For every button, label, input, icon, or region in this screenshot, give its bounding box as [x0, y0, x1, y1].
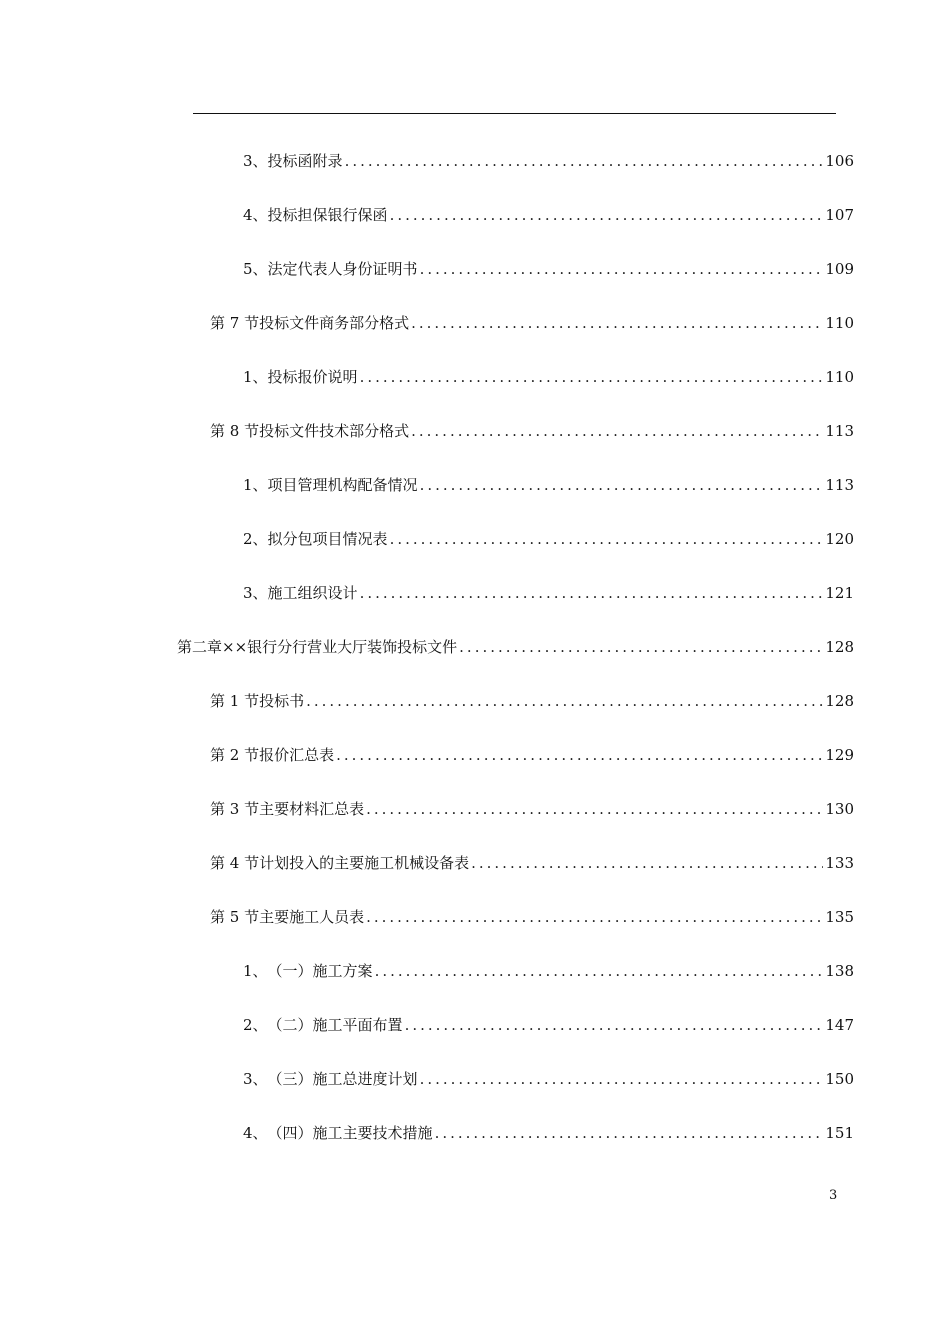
- toc-entry[interactable]: [210, 691, 854, 711]
- toc-entry-page: 110: [825, 314, 854, 332]
- toc-dot-leader: [345, 151, 824, 171]
- toc-entry[interactable]: [243, 1069, 854, 1089]
- toc-entry-number: 3、: [243, 1070, 268, 1088]
- toc-dot-leader: [435, 1123, 824, 1143]
- toc-entry[interactable]: [243, 1015, 854, 1035]
- toc-entry-number: 1、: [243, 368, 268, 386]
- toc-entry[interactable]: [243, 475, 854, 495]
- toc-entry-title: 计划投入的主要施工机械设备表: [259, 854, 470, 872]
- toc-entry-title: 主要施工人员表: [259, 908, 365, 926]
- toc-entry-number: 1、: [243, 962, 268, 980]
- toc-dot-leader: [420, 1069, 824, 1089]
- toc-dot-leader: [375, 961, 824, 981]
- toc-entry-page: 110: [825, 368, 854, 386]
- toc-entry-number: 5、: [243, 260, 268, 278]
- toc-entry[interactable]: [210, 745, 854, 765]
- toc-entry-number: 2、: [243, 530, 268, 548]
- toc-entry[interactable]: [210, 907, 854, 927]
- toc-entry[interactable]: [243, 367, 854, 387]
- toc-entry-page: 151: [825, 1124, 854, 1142]
- toc-entry-number: 第 8 节: [210, 422, 260, 440]
- toc-entry-number: 第 1 节: [210, 692, 260, 710]
- toc-entry-page: 130: [825, 800, 854, 818]
- toc-entry-page: 147: [825, 1016, 854, 1034]
- toc-entry-chapter[interactable]: [177, 637, 854, 657]
- toc-entry-title: 施工组织设计: [267, 584, 358, 602]
- toc-entry-page: 109: [825, 260, 854, 278]
- toc-entry-page: 120: [825, 530, 854, 548]
- toc-entry-page: 106: [825, 152, 854, 170]
- toc-entry-title: 项目管理机构配备情况: [267, 476, 418, 494]
- toc-dot-leader: [366, 907, 823, 927]
- toc-dot-leader: [360, 367, 824, 387]
- toc-entry-page: 135: [825, 908, 854, 926]
- toc-entry[interactable]: [243, 205, 854, 225]
- toc-dot-leader: [411, 421, 823, 441]
- toc-entry-number: 2、: [243, 1016, 268, 1034]
- toc-entry-number: 第 2 节: [210, 746, 260, 764]
- toc-entry-title: （二）施工平面布置: [267, 1016, 403, 1034]
- toc-dot-leader: [471, 853, 823, 873]
- toc-entry-number: 第 7 节: [210, 314, 260, 332]
- toc-entry-page: 121: [825, 584, 854, 602]
- toc-entry-number: 3、: [243, 584, 268, 602]
- toc-dot-leader: [405, 1015, 824, 1035]
- toc-entry[interactable]: [243, 583, 854, 603]
- toc-entry-title: ××银行分行营业大厅装饰投标文件: [222, 638, 458, 656]
- toc-entry-title: 投标文件商务部分格式: [259, 314, 410, 332]
- toc-entry-title: 主要材料汇总表: [259, 800, 365, 818]
- toc-entry-page: 113: [825, 476, 854, 494]
- toc-entry-title: （四）施工主要技术措施: [267, 1124, 433, 1142]
- toc-entry[interactable]: [243, 529, 854, 549]
- toc-dot-leader: [390, 529, 824, 549]
- toc-entry[interactable]: [243, 1123, 854, 1143]
- toc-entry-page: 150: [825, 1070, 854, 1088]
- toc-entry-title: 投标函附录: [267, 152, 343, 170]
- toc-entry-number: 第二章: [177, 638, 223, 656]
- toc-dot-leader: [360, 583, 824, 603]
- toc-dot-leader: [420, 259, 824, 279]
- toc-dot-leader: [420, 475, 824, 495]
- toc-dot-leader: [411, 313, 823, 333]
- toc-entry-page: 113: [825, 422, 854, 440]
- toc-entry-number: 第 5 节: [210, 908, 260, 926]
- toc-entry-title: 拟分包项目情况表: [267, 530, 388, 548]
- toc-entry[interactable]: [210, 853, 854, 873]
- toc-entry-title: （一）施工方案: [267, 962, 373, 980]
- toc-entry-title: 投标担保银行保函: [267, 206, 388, 224]
- toc-entry-page: 129: [825, 746, 854, 764]
- toc-entry[interactable]: [210, 421, 854, 441]
- toc-entry[interactable]: [243, 259, 854, 279]
- toc-entry-page: 128: [825, 638, 854, 656]
- toc-dot-leader: [306, 691, 823, 711]
- toc-entry-page: 107: [825, 206, 854, 224]
- toc-entry[interactable]: [210, 313, 854, 333]
- toc-entry-title: 投标书: [259, 692, 305, 710]
- toc-dot-leader: [459, 637, 823, 657]
- toc-dot-leader: [366, 799, 823, 819]
- toc-entry-title: 投标报价说明: [267, 368, 358, 386]
- toc-entry-number: 1、: [243, 476, 268, 494]
- toc-entry-number: 4、: [243, 206, 268, 224]
- toc-entry-title: 投标文件技术部分格式: [259, 422, 410, 440]
- toc-entry-number: 3、: [243, 152, 268, 170]
- toc-entry-title: 法定代表人身份证明书: [267, 260, 418, 278]
- toc-entry-number: 4、: [243, 1124, 268, 1142]
- toc-entry-number: 第 3 节: [210, 800, 260, 818]
- toc-entry-title: （三）施工总进度计划: [267, 1070, 418, 1088]
- toc-entry[interactable]: [243, 151, 854, 171]
- toc-entry-title: 报价汇总表: [259, 746, 335, 764]
- toc-entry[interactable]: [210, 799, 854, 819]
- toc-dot-leader: [336, 745, 823, 765]
- page-number: 3: [829, 1188, 838, 1203]
- toc-dot-leader: [390, 205, 824, 225]
- toc-entry-page: 128: [825, 692, 854, 710]
- toc-entry-page: 133: [825, 854, 854, 872]
- toc-entry[interactable]: [243, 961, 854, 981]
- toc-entry-page: 138: [825, 962, 854, 980]
- toc-entry-number: 第 4 节: [210, 854, 260, 872]
